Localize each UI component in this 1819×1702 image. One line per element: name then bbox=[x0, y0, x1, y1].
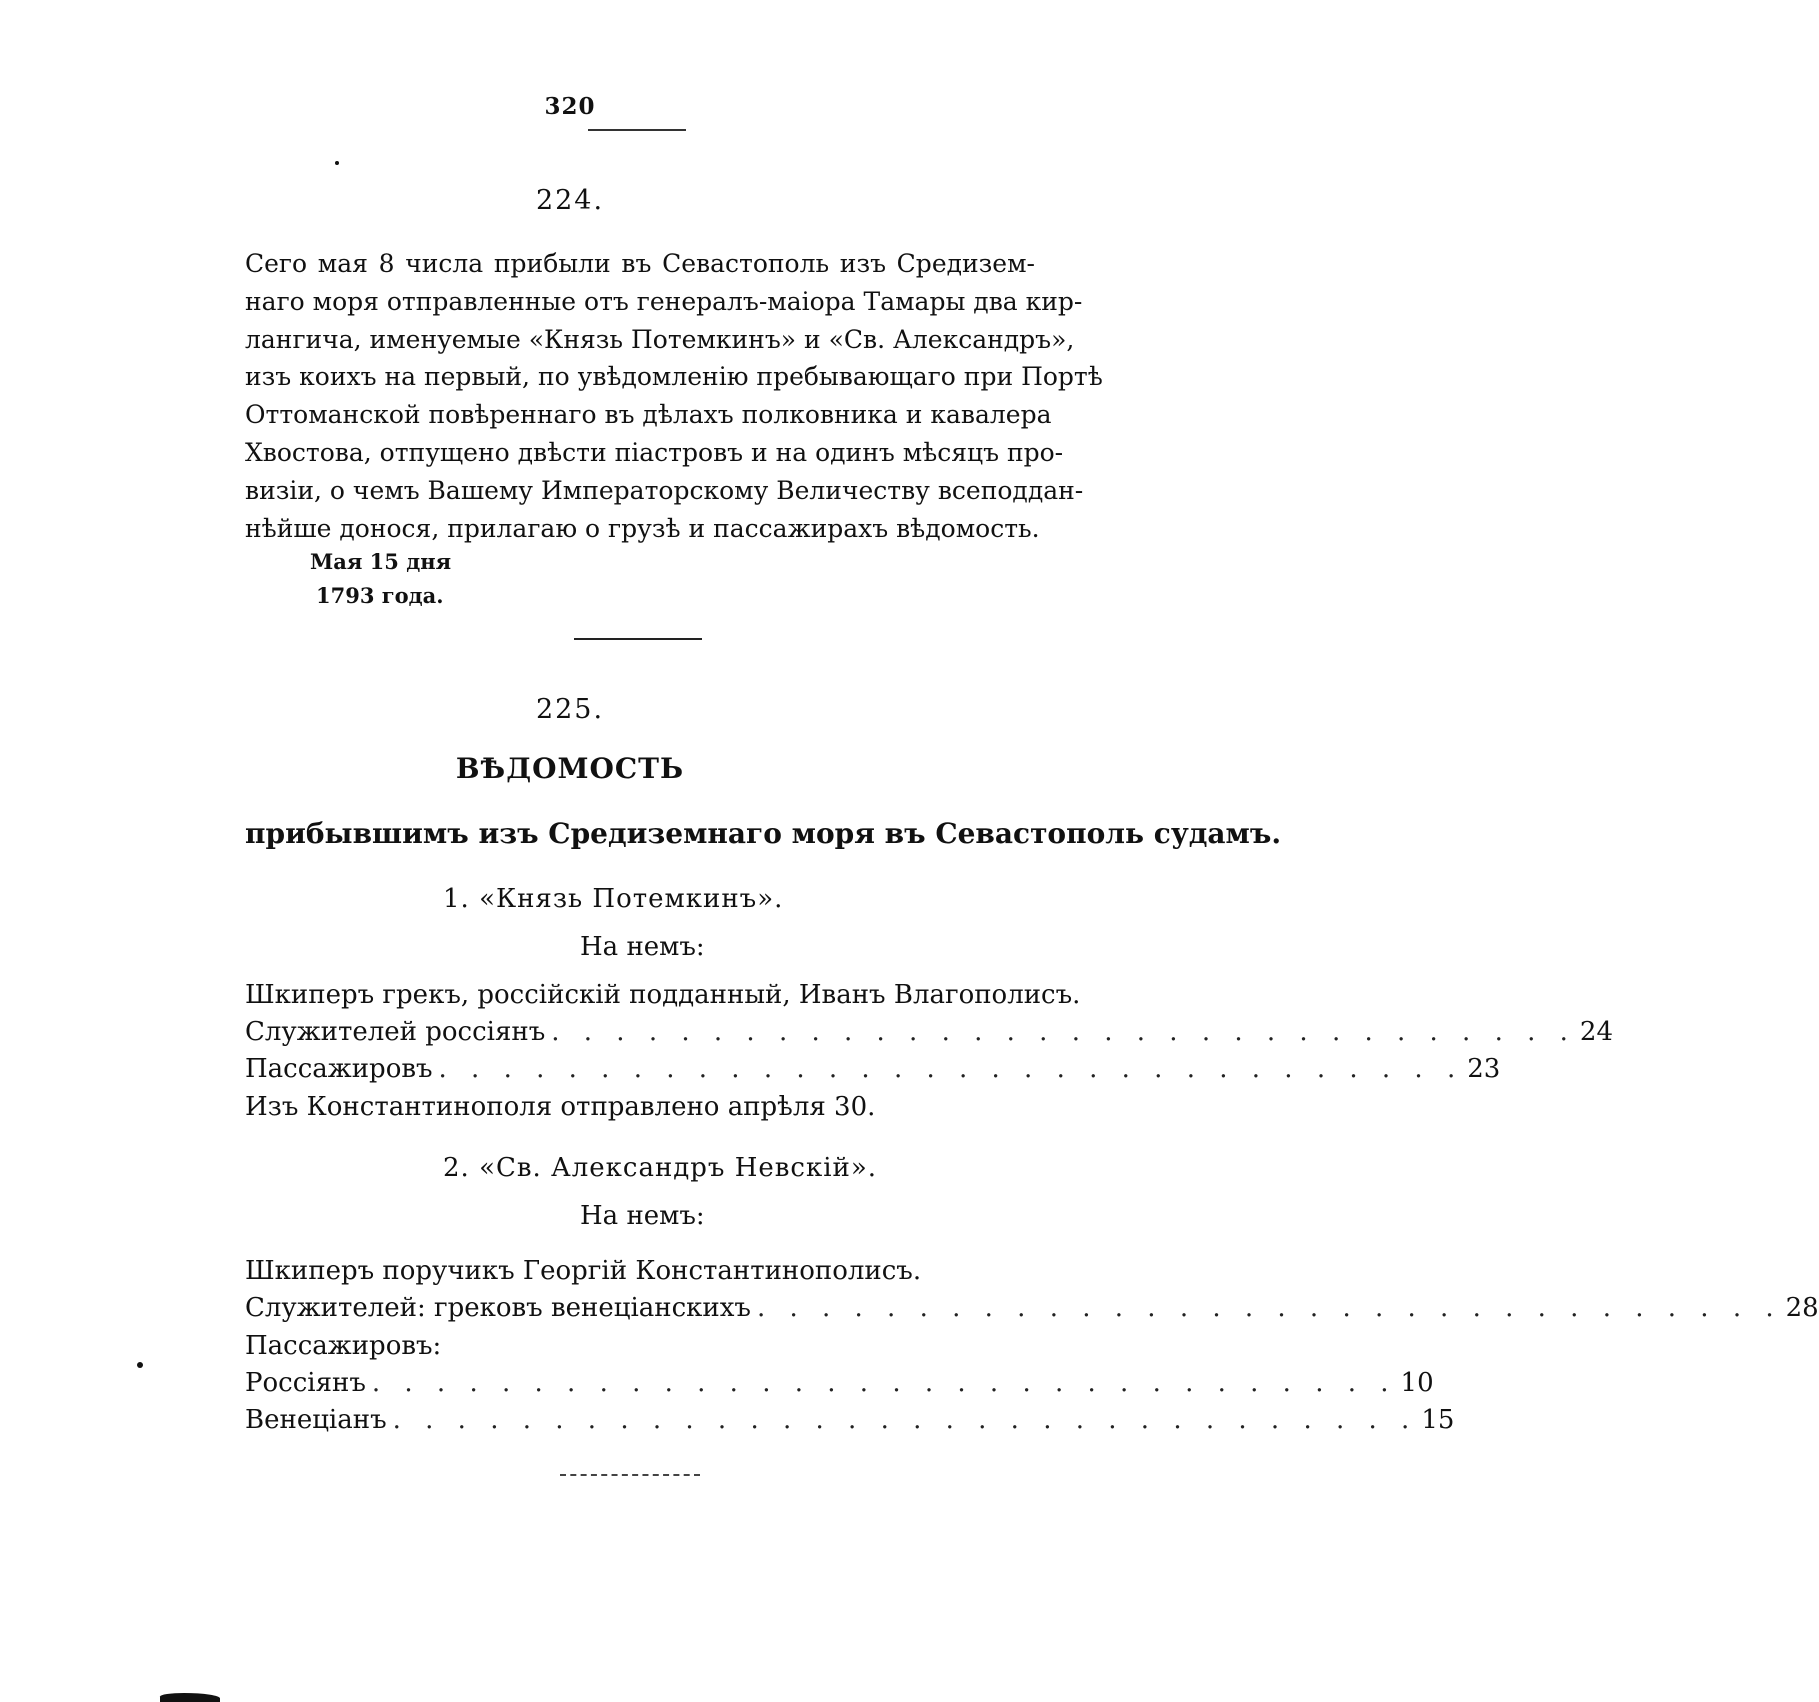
print-speck bbox=[137, 1362, 143, 1368]
paragraph-line: лангича, именуемые «Князь Потемкинъ» и «Св. Александръ», bbox=[245, 324, 1075, 354]
paragraph-line: наго моря отправленные отъ генералъ-маiора Тамары два кир- bbox=[245, 286, 1083, 316]
document-number-224: 224. bbox=[535, 185, 605, 216]
dot-leader: . . . . . . . . . . . . . . . . . . . . . . . . . . . . . . . . bbox=[756, 1293, 1782, 1323]
dot-leader: . . . . . . . . . . . . . . . . . . . . . . . . . . . . . . . . bbox=[392, 1405, 1418, 1435]
ship-2-russians-row bbox=[245, 1368, 1434, 1404]
section-divider bbox=[574, 638, 702, 640]
paragraph-line: визiи, о чемъ Вашему Императорскому Величеству всеподдан- bbox=[245, 475, 1084, 505]
ship-2-crew-label: Служителей: грековъ венецiанскихъ bbox=[245, 1293, 751, 1323]
ship-1-skipper: Шкиперъ грекъ, россiйскiй подданный, Иванъ Влагополисъ. bbox=[245, 980, 1081, 1010]
ship-1-on-board-label: На немъ: bbox=[580, 932, 705, 962]
paragraph-line: Оттоманской повѣреннаго въ дѣлахъ полковника и кавалера bbox=[245, 400, 1052, 430]
ship-1-passengers-value: 23 bbox=[1467, 1054, 1501, 1084]
paragraph-line: Хвостова, отпущено двѣсти пiастровъ и на одинъ мѣсяцъ про- bbox=[245, 437, 1064, 467]
dot-leader: . . . . . . . . . . . . . . . . . . . . . . . . . . . . . . . . bbox=[438, 1054, 1464, 1084]
dot-leader: . . . . . . . . . . . . . . . . . . . . . . . . . . . . . . . . bbox=[551, 1017, 1576, 1047]
page-number-rule bbox=[588, 129, 686, 131]
ship-1-passengers-label: Пассажировъ bbox=[245, 1054, 433, 1084]
page-number: 320 bbox=[544, 93, 596, 120]
document-title: ВѢДОМОСТЬ bbox=[455, 752, 685, 785]
ship-2-crew-value: 28 bbox=[1785, 1293, 1819, 1323]
ship-2-russians-value: 10 bbox=[1400, 1368, 1434, 1398]
ship-1-crew-label: Служителей россiянъ bbox=[245, 1017, 546, 1047]
ship-2-russians-label: Россiянъ bbox=[245, 1368, 366, 1398]
paragraph-line: нѣйше донося, прилагаю о грузѣ и пассажирахъ вѣдомость. bbox=[245, 513, 1040, 543]
date-line-day: Мая 15 дня bbox=[310, 549, 452, 574]
dot-leader: . . . . . . . . . . . . . . . . . . . . . . . . . . . . . . . . bbox=[371, 1368, 1397, 1398]
document-subtitle: прибывшимъ изъ Средиземнаго моря въ Севастополь судамъ. bbox=[245, 817, 1282, 850]
ship-2-heading: 2. «Св. Александръ Невскiй». bbox=[443, 1153, 878, 1183]
end-divider bbox=[560, 1474, 700, 1476]
date-line-year: 1793 года. bbox=[316, 583, 444, 608]
ship-1-passengers-row bbox=[245, 1054, 1501, 1090]
document-number-225: 225. bbox=[535, 694, 605, 725]
ship-1-crew-value: 24 bbox=[1579, 1017, 1614, 1047]
ink-blot bbox=[160, 1693, 220, 1702]
ship-2-on-board-label: На немъ: bbox=[580, 1201, 705, 1231]
ship-2-crew-row bbox=[245, 1293, 1819, 1329]
document-224-paragraph bbox=[245, 245, 1103, 547]
ship-2-passengers-heading: Пассажировъ: bbox=[245, 1331, 442, 1361]
print-speck bbox=[335, 161, 339, 165]
paragraph-line: изъ коихъ на первый, по увѣдомленiю пребывающаго при Портѣ bbox=[245, 362, 1103, 392]
ship-1-heading: 1. «Князь Потемкинъ». bbox=[443, 884, 784, 914]
ship-1-crew-row bbox=[245, 1017, 1614, 1053]
ship-2-venetians-row bbox=[245, 1405, 1455, 1441]
ship-2-venetians-label: Венецiанъ bbox=[245, 1405, 387, 1435]
ship-2-venetians-value: 15 bbox=[1421, 1405, 1455, 1435]
ship-1-departure: Изъ Константинополя отправлено апрѣля 30. bbox=[245, 1092, 876, 1122]
ship-2-skipper: Шкиперъ поручикъ Георгiй Константинополисъ. bbox=[245, 1256, 922, 1286]
paragraph-line: Сего мая 8 числа прибыли въ Севастополь изъ Средизем- bbox=[245, 249, 1035, 278]
